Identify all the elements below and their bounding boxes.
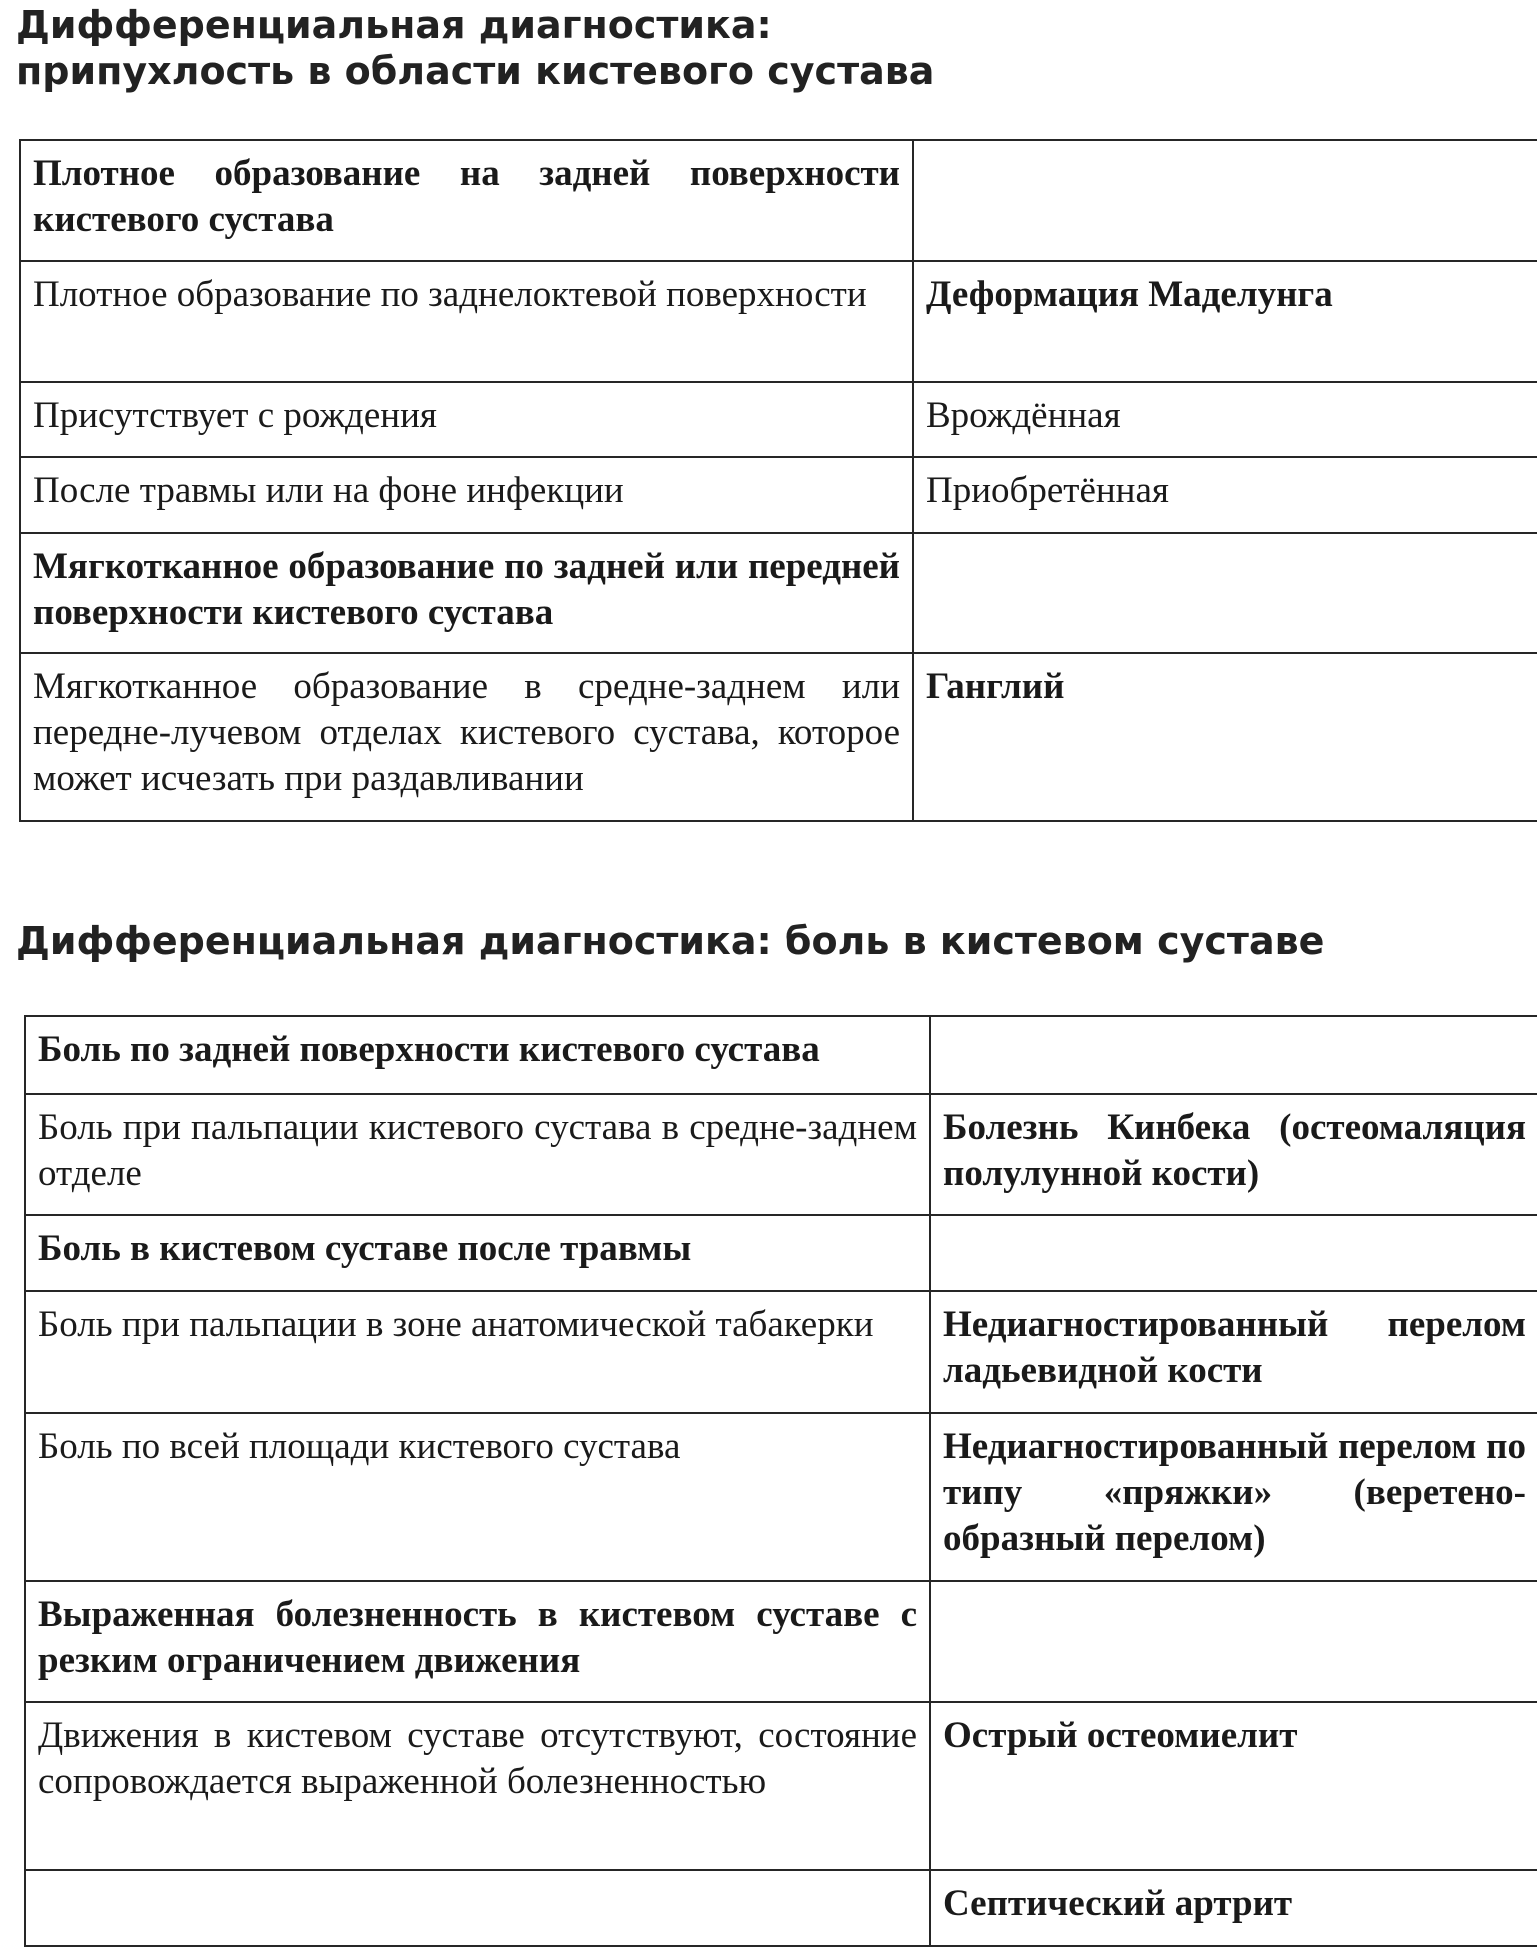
- finding-cell: Движения в кистевом суставе отсутствуют, состояние сопровождается выраженной болезненностью: [25, 1702, 930, 1870]
- diagnosis-cell: Ганглий: [913, 653, 1537, 821]
- finding-cell: Мягкотканное образование в средне-заднем или передне-лучевом отделах кистевого сустава, которое может исчезать при раздавливании: [20, 653, 913, 821]
- finding-cell: [25, 1870, 930, 1946]
- finding-cell: Выраженная болезненность в кистевом суставе с резким ограничением движения: [25, 1581, 930, 1702]
- section-1-title: [16, 2, 1496, 95]
- table-row: [25, 1215, 1537, 1291]
- finding-cell: Боль по задней поверхности кистевого сустава: [25, 1016, 930, 1094]
- diagnosis-cell: [930, 1016, 1537, 1094]
- section-1-title-line-1: Дифференциальная диагностика:: [16, 3, 772, 47]
- diagnosis-cell: [930, 1215, 1537, 1291]
- swelling-differential-table: [19, 139, 1537, 822]
- finding-cell: Боль при пальпации в зоне анатомической табакерки: [25, 1291, 930, 1413]
- diagnosis-cell: Болезнь Кинбека (остеомаляция полулунной кости): [930, 1094, 1537, 1215]
- section-1-title-line-2: припухлость в области кистевого сустава: [16, 49, 935, 94]
- diagnosis-cell: [913, 533, 1537, 653]
- pain-differential-table: [24, 1015, 1537, 1947]
- diagnosis-cell: Недиагностированный перелом по типу «пряжки» (веретенообразный перелом): [930, 1413, 1537, 1581]
- diagnosis-cell: [930, 1581, 1537, 1702]
- table-row: [20, 457, 1537, 533]
- finding-cell: Плотное образование на задней поверхности кистевого сустава: [20, 140, 913, 261]
- table-row: [20, 140, 1537, 261]
- finding-cell: После травмы или на фоне инфекции: [20, 457, 913, 533]
- table-row: [25, 1094, 1537, 1215]
- table-row: [20, 261, 1537, 382]
- table-row: [20, 653, 1537, 821]
- finding-cell: Присутствует с рождения: [20, 382, 913, 457]
- table-row: [25, 1702, 1537, 1870]
- diagnosis-cell: Септический артрит: [930, 1870, 1537, 1946]
- diagnosis-cell: Недиагностированный перелом ладьевидной кости: [930, 1291, 1537, 1413]
- section-2-title: Дифференциальная диагностика: боль в кистевом суставе: [16, 919, 1325, 963]
- finding-cell: Боль в кистевом суставе после травмы: [25, 1215, 930, 1291]
- diagnosis-cell: Деформация Маделунга: [913, 261, 1537, 382]
- table-row: [25, 1870, 1537, 1946]
- diagnosis-cell: Острый остеомиелит: [930, 1702, 1537, 1870]
- table-row: [25, 1581, 1537, 1702]
- finding-cell: Боль при пальпации кистевого сустава в средне-заднем отделе: [25, 1094, 930, 1215]
- finding-cell: Мягкотканное образование по задней или передней поверхности кистевого сустава: [20, 533, 913, 653]
- diagnosis-cell: Приобретённая: [913, 457, 1537, 533]
- table-row: [20, 382, 1537, 457]
- table-row: [25, 1016, 1537, 1094]
- diagnosis-cell: [913, 140, 1537, 261]
- table-row: [25, 1413, 1537, 1581]
- diagnosis-cell: Врождённая: [913, 382, 1537, 457]
- finding-cell: Плотное образование по заднелоктевой поверхности: [20, 261, 913, 382]
- table-row: [25, 1291, 1537, 1413]
- table-row: [20, 533, 1537, 653]
- finding-cell: Боль по всей площади кистевого сустава: [25, 1413, 930, 1581]
